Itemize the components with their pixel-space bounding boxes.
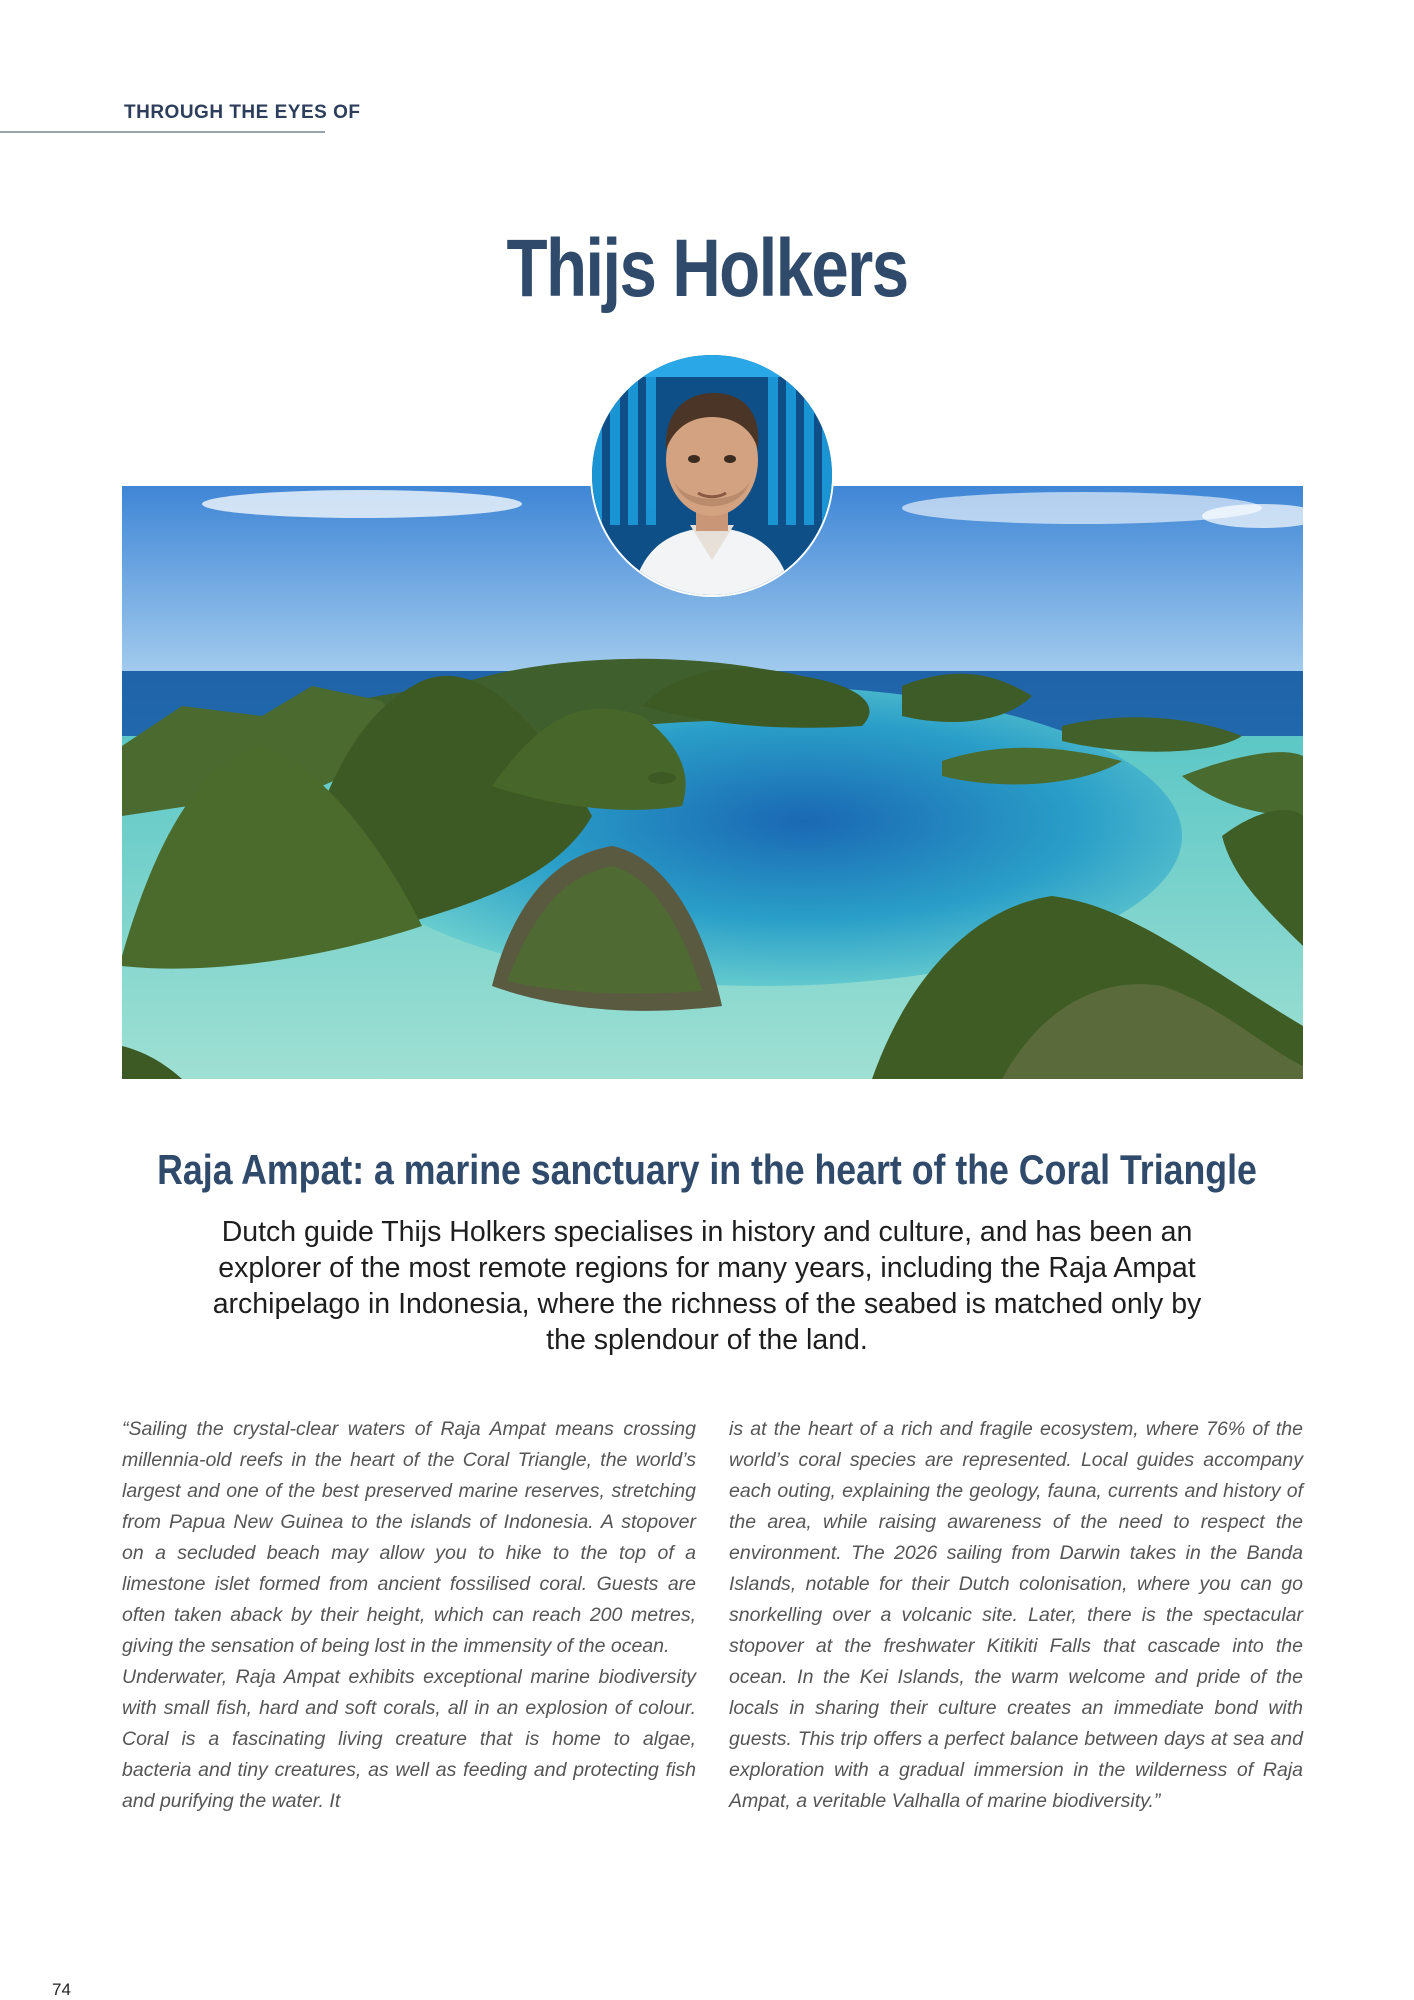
paragraph: Underwater, Raja Ampat exhibits exceptional marine biodiversity with small fish, hard and soft corals, all in an explosion of colour. Coral is a fascinating living creature that is home to algae, bacteria and tiny creatures, as well as feeding and protecting fish and purifying the water. It: [122, 1666, 696, 1812]
article-headline: Raja Ampat: a marine sanctuary in the heart of the Coral Triangle: [157, 1146, 1257, 1193]
portrait-illustration: [592, 355, 832, 595]
section-divider: [0, 131, 325, 133]
author-portrait: [592, 355, 832, 595]
article-column-left: [122, 1414, 696, 1817]
page-title: Thijs Holkers: [506, 223, 908, 314]
article-standfirst: Dutch guide Thijs Holkers specialises in history and culture, and has been an explorer of the most remote regions for many years, including the Raja Ampat archipelago in Indonesia, where the richness of the seabed is matched only by the splendour of the land.: [212, 1216, 1202, 1356]
page-number: 74: [52, 1980, 71, 1999]
section-label: THROUGH THE EYES OF: [124, 102, 361, 123]
article-column-right: [729, 1414, 1303, 1817]
paragraph: is at the heart of a rich and fragile ecosystem, where 76% of the world’s coral species are represented. Local guides accompany each outing, explaining the geology, fauna, currents and history of the area, while raising awareness of the need to respect the environment. The 2026 sailing from Darwin takes in the Banda Islands, notable for their Dutch colonisation, where you can go snorkelling over a volcanic site. Later, there is the spectacular stopover at the freshwater Kitikiti Falls that cascade into the ocean. In the Kei Islands, the warm welcome and pride of the locals in sharing their culture creates an immediate bond with guests. This trip offers a perfect balance between days at sea and exploration with a gradual immersion in the wilderness of Raja Ampat, a veritable Valhalla of marine biodiversity.”: [729, 1418, 1303, 1812]
paragraph: “Sailing the crystal-clear waters of Raja Ampat means crossing millennia-old reefs in the heart of the Coral Triangle, the world’s largest and one of the best preserved marine reserves, stretching from Papua New Guinea to the islands of Indonesia. A stopover on a secluded beach may allow you to hike to the top of a limestone islet formed from ancient fossilised coral. Guests are often taken aback by their height, which can reach 200 metres, giving the sensation of being lost in the immensity of the ocean.: [122, 1418, 696, 1657]
